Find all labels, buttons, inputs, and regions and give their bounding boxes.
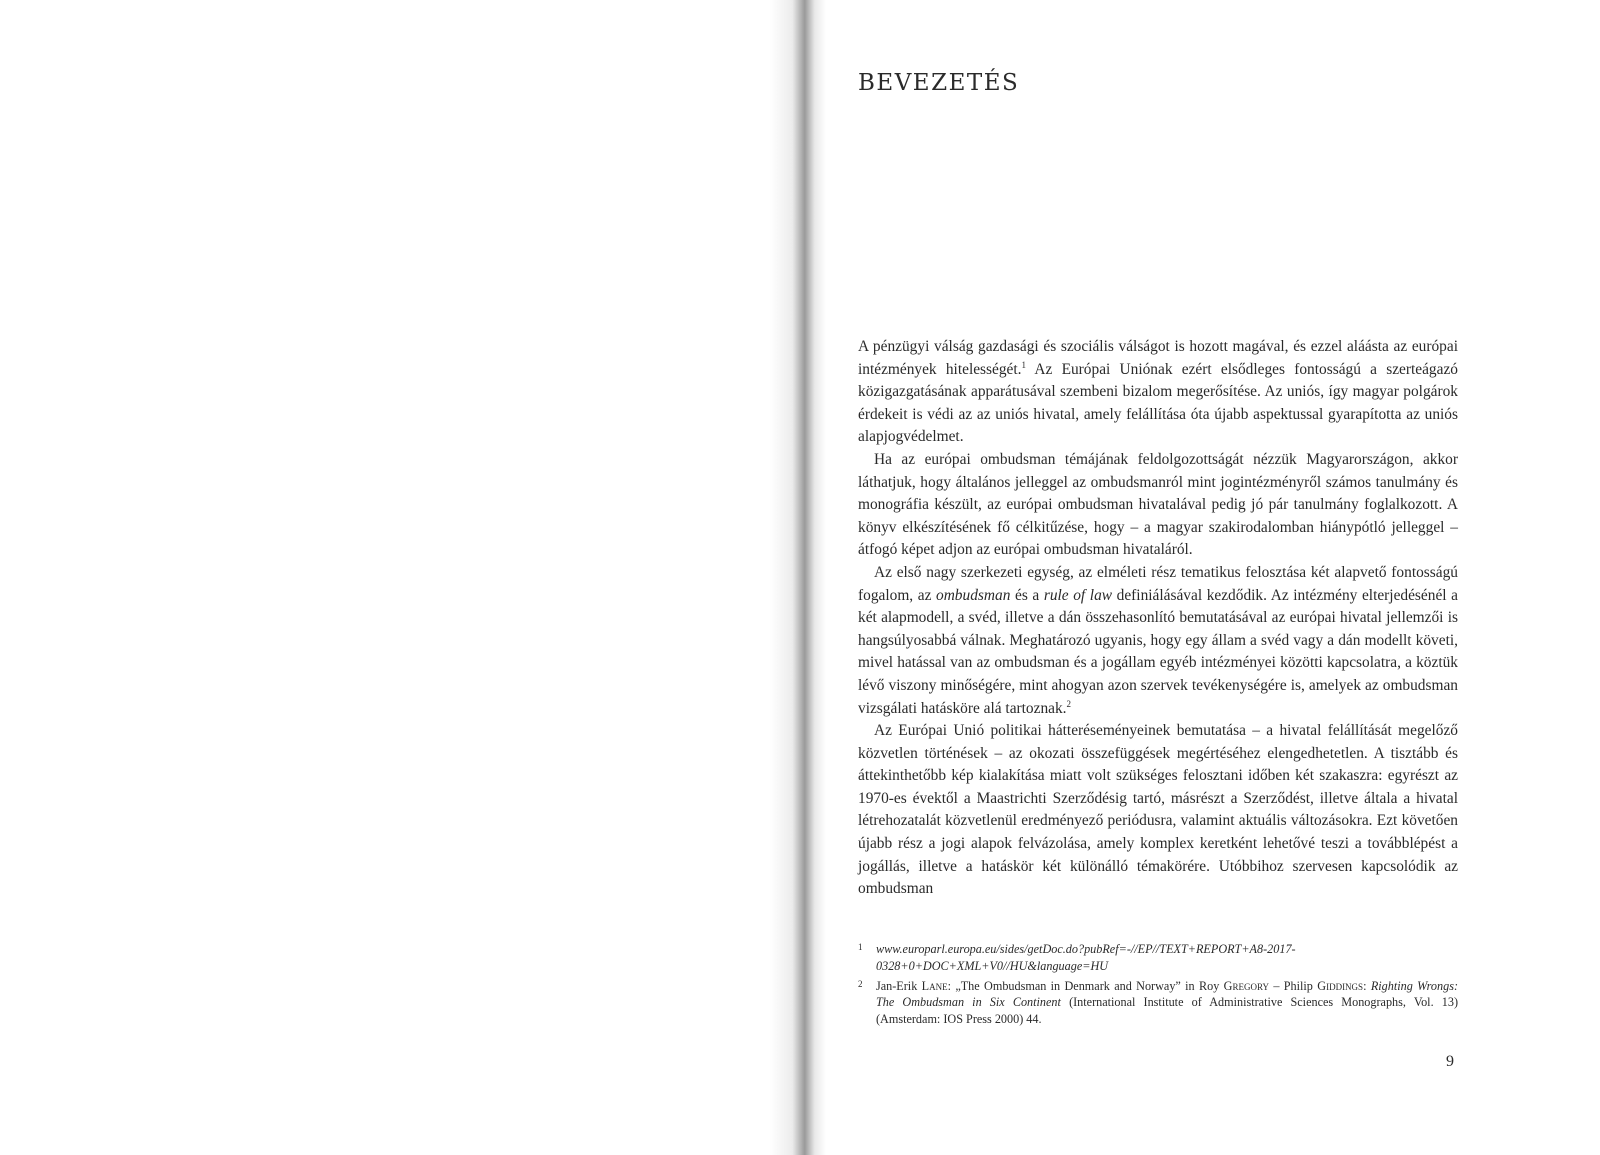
body-text (858, 336, 1458, 901)
footnote-2: 2 Jan-Erik Lane: „The Ombudsman in Denmark and Norway” in Roy Gregory – Philip Giddings: Righting Wrongs: The Ombudsman in Six Continent (International Institute of Administrative Sciences Monographs, Vol. 13) (Amsterdam: IOS Press 2000) 44. (858, 978, 1458, 1028)
footnote-url-link[interactable]: www.europarl.europa.eu/sides/getDoc.do?pubRef=-//EP//TEXT+REPORT+A8-2017-0328+0+DOC+XML+V0//HU&language=HU (876, 942, 1296, 973)
paragraph-1: A pénzügyi válság gazdasági és szociális válságot is hozott magával, és ezzel aláásta az európai intézmények hitelességét.$^1$ Az Európai Uniónak ezért elsődleges fontosságú a szerteágazó közigazgatásának apparátusával szembeni bizalom megerősítése. Az uniós, így magyar polgárok érdekeit is védi az az uniós hivatal, amely felállítása óta újabb aspektussal gyarapította az uniós alapjogvédelmet. (858, 338, 1458, 446)
book-title: Righting Wrongs: The Ombudsman in Six Continent (876, 978, 1459, 1010)
footnotes (858, 941, 1458, 1031)
paragraph-3: Az első nagy szerkezeti egység, az elméleti rész tematikus felosztása két alapvető fontosságú fogalom, az ombudsman és a rule of law definiálásával kezdődik. Az intézmény elterjedésénél a két alapmodell, a svéd, illetve a dán összehasonlító bemutatásával az európai hivatal jellemzői is hangsúlyosabbá válnak. Meghatározó ugyanis, hogy egy állam a svéd vagy a dán modellt követi, mivel hatással van az ombudsman és a jogállam egyéb intézményei közötti kapcsolatra, a köztük lévő viszony minőségére, mint ahogyan azon szervek tevékenységére is, amelyek az ombudsman vizsgálati hatásköre alá tartoznak.$^2$ (858, 563, 1458, 717)
page-number: 9 (1446, 1053, 1454, 1070)
footnote-1 (858, 941, 1458, 975)
chapter-title: BEVEZETÉS (858, 70, 1020, 96)
term-rule-of-law: rule of law (1043, 586, 1113, 604)
footnote-number: 2 (858, 978, 863, 989)
author-lane: Lane (921, 978, 948, 993)
paragraph-4: Az Európai Unió politikai hátteréseményeinek bemutatása – a hivatal felállítását megelőző közvetlen történések – az okozati összefüggések megértéséhez elengedhetetlen. A tisztább és áttekinthetőbb kép kialakítása miatt volt szükséges felosztani időben két szakaszra: egyrészt az 1970-es évektől a Maastrichti Szerződésig tartó, másrészt a Szerződést, illetve általa a hivatal létrehozatalát közvetlenül eredményező periódusra, valamint aktuális változásokra. Ezt követően újabb rész a jogi alapok felvázolása, amely komplex keretként lehetővé teszi a továbblépést a jogállás, illetve a hatáskör két különálló témakörére. Utóbbihoz szervesen kapcsolódik az ombudsman (858, 722, 1458, 898)
paragraph-2: Ha az európai ombudsman témájának feldolgozottságát nézzük Magyarországon, akkor láthatjuk, hogy általános jelleggel az ombudsmanról mint jogintézményről számos tanulmány és monográfia készült, az európai ombudsman hivatalával pedig jó pár tanulmány foglalkozott. A könyv elkészítésének fő célkitűzése, hogy – a magyar szakirodalomban hiánypótló jelleggel – átfogó képet adjon az európai ombudsman hivataláról. (858, 450, 1458, 559)
right-page (800, 0, 1600, 1155)
footnote-ref-2[interactable]: 2 (1066, 698, 1072, 709)
author-giddings: Giddings (1317, 978, 1364, 993)
footnote-ref-1[interactable]: 1 (1021, 359, 1027, 370)
term-ombudsman: ombudsman (936, 586, 1011, 604)
author-gregory: Gregory (1223, 978, 1269, 993)
footnote-number: 1 (858, 942, 863, 952)
